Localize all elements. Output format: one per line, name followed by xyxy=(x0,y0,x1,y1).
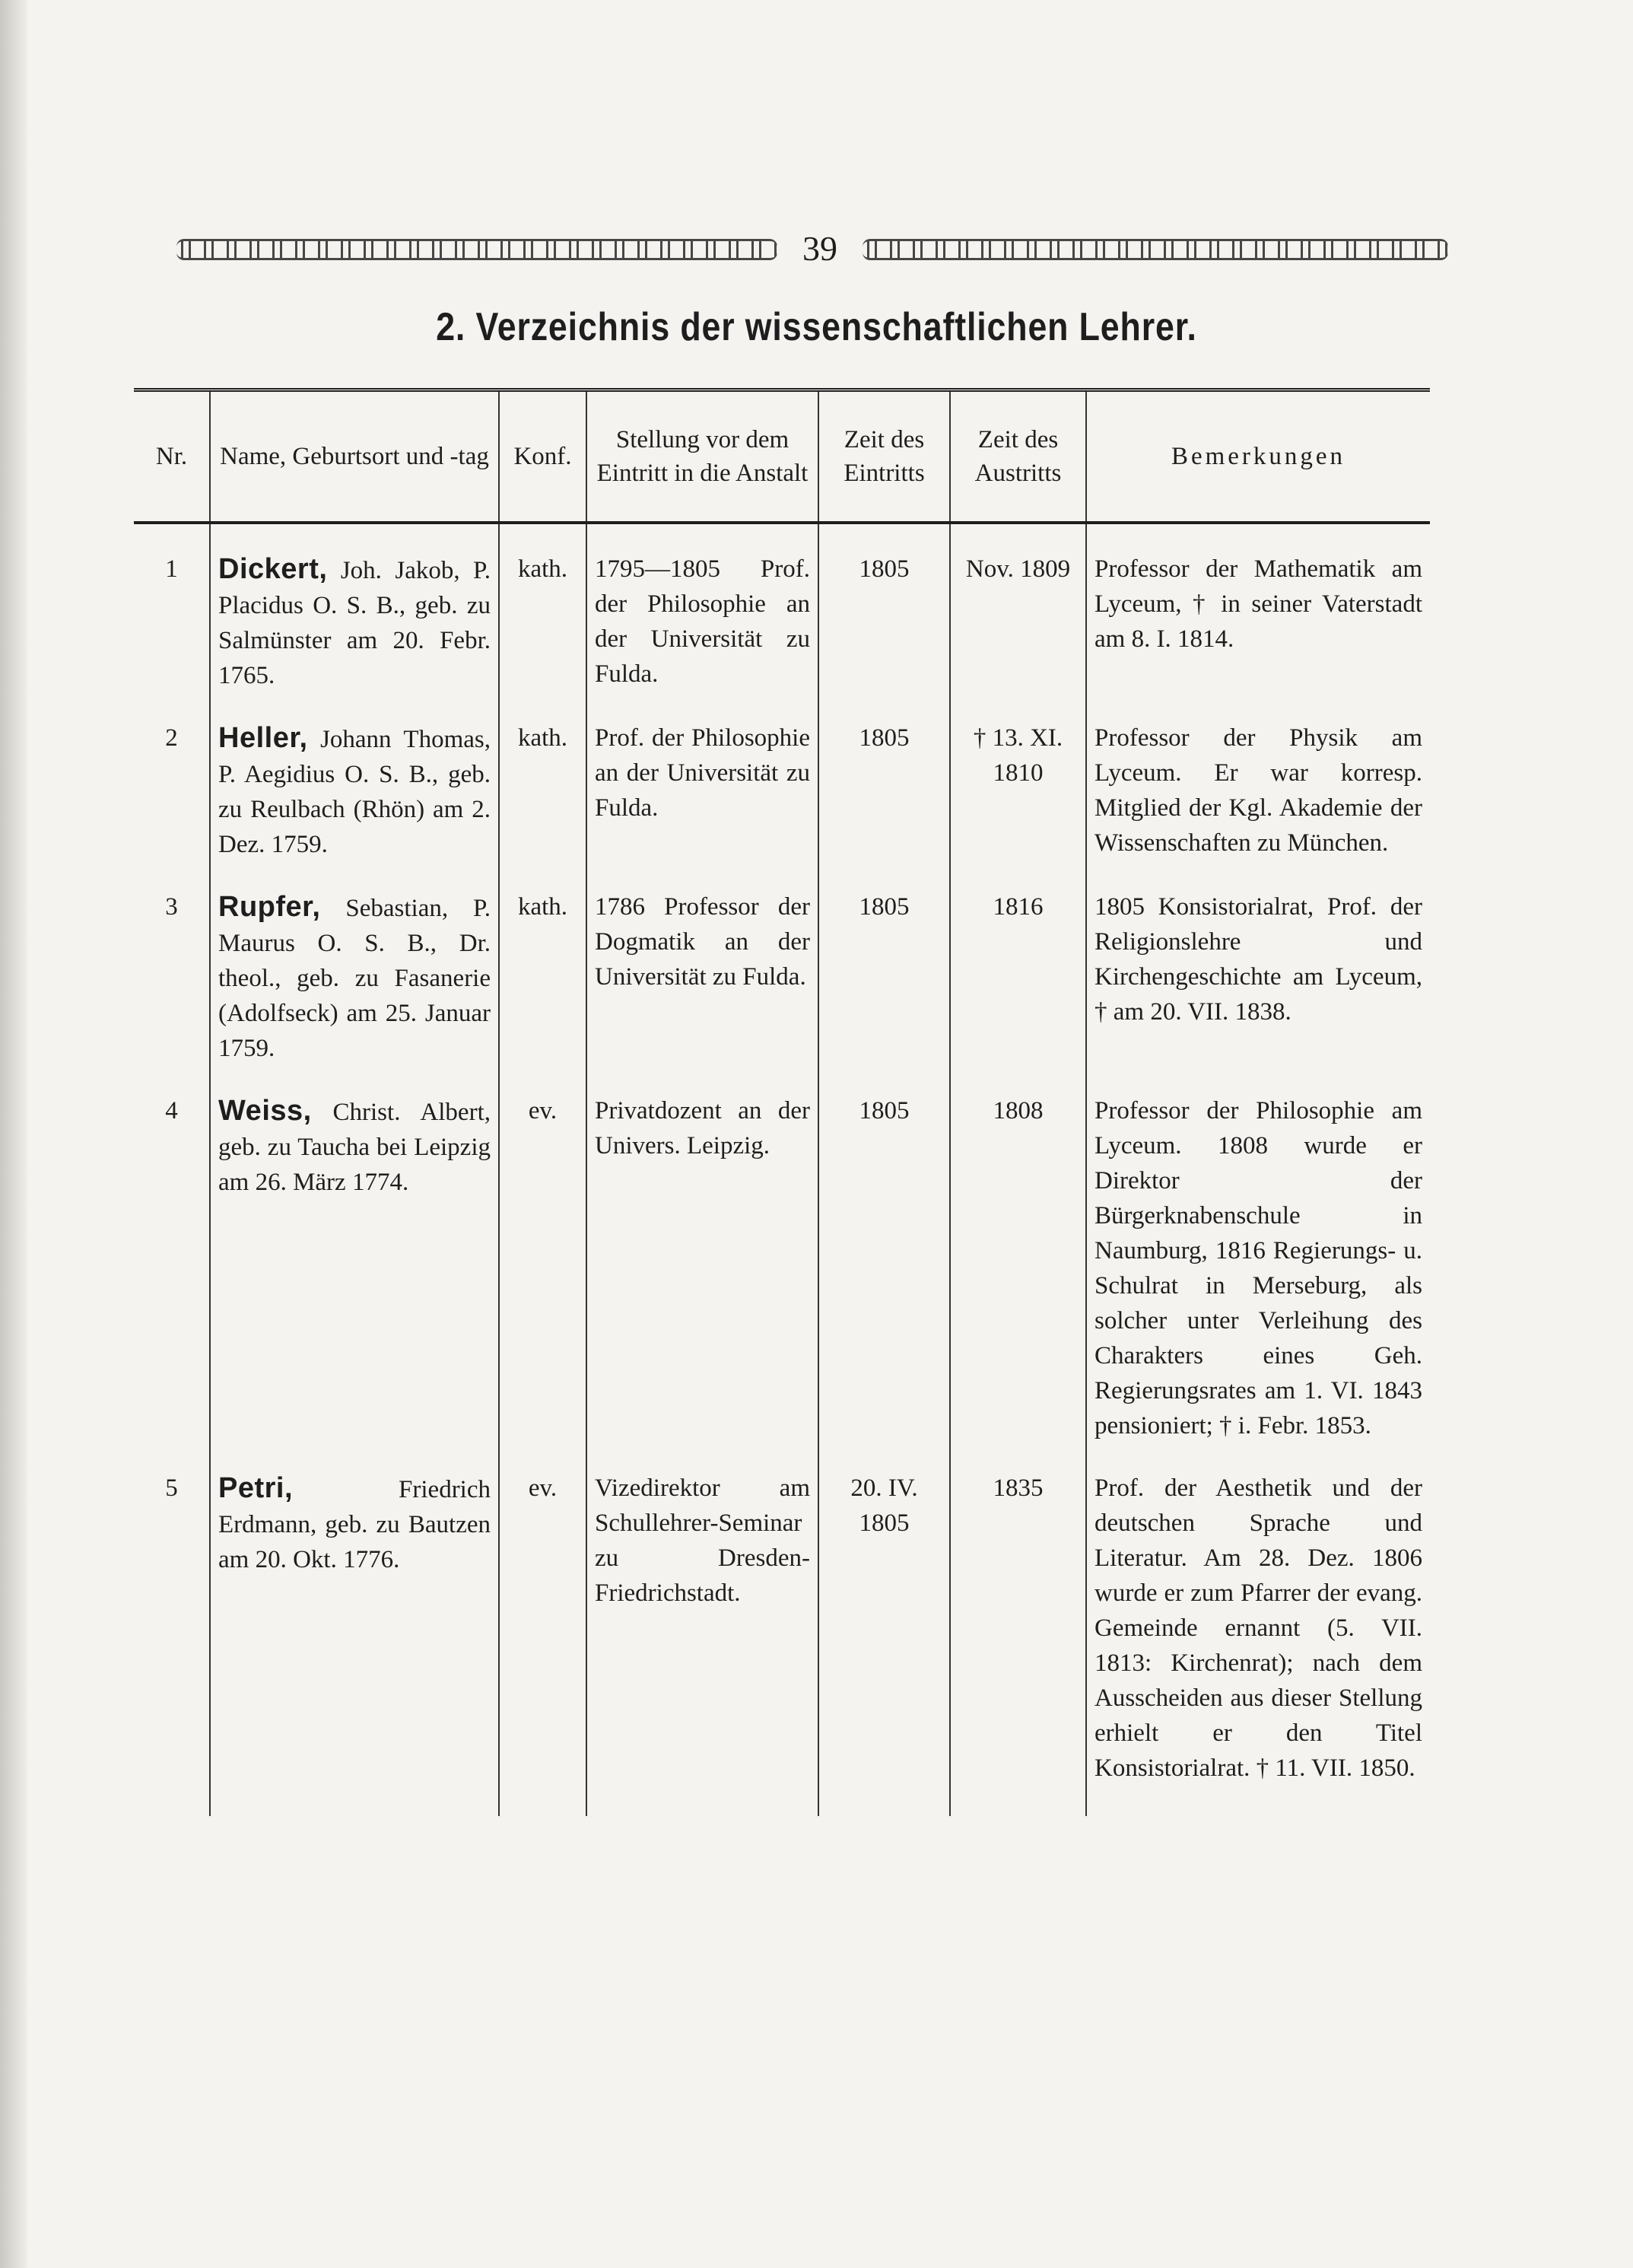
cell-name xyxy=(210,862,499,1066)
page-title: 2. Verzeichnis der wissenschaftlichen Lehrer. xyxy=(436,305,1197,349)
cell-eintritt: 1805 xyxy=(818,1066,950,1443)
cell-austritt: 1816 xyxy=(950,862,1086,1066)
page-edge-shadow xyxy=(0,0,27,2268)
cell-bemerkungen: Prof. der Aesthetik und der deutschen Sprache und Literatur. Am 28. Dez. 1806 wurde er zum Pfarrer der evang. Gemeinde ernannt (5. VII. 1813: Kirchenrat); nach dem Ausscheiden aus dieser Stellung erhielt er den Titel Konsistorialrat. † 11. VII. 1850. xyxy=(1086,1443,1430,1816)
cell-stellung: Prof. der Philosophie an der Universität zu Fulda. xyxy=(586,693,818,862)
table-row xyxy=(134,1066,1430,1443)
cell-bemerkungen: Professor der Mathematik am Lyceum, † in seiner Vaterstadt am 8. I. 1814. xyxy=(1086,523,1430,693)
cell-bemerkungen: Professor der Philosophie am Lyceum. 1808 wurde er Direktor der Bürgerknabenschule in Naumburg, 1816 Regierungs- u. Schulrat in Merseburg, als solcher unter Verleihung des Charakters eines Geh. Regierungsrates am 1. VI. 1843 pensioniert; † i. Febr. 1853. xyxy=(1086,1066,1430,1443)
cell-nr: 3 xyxy=(165,893,178,921)
column-header-stellung: Stellung vor dem Eintritt in die Anstalt xyxy=(586,390,818,523)
cell-stellung: Vizedirektor am Schullehrer-Seminar zu Dresden-Friedrichstadt. xyxy=(586,1443,818,1816)
cell-nr: 4 xyxy=(165,1097,178,1124)
cell-konf: kath. xyxy=(499,693,586,862)
teacher-register-table xyxy=(134,388,1430,1816)
cell-austritt: 1808 xyxy=(950,1066,1086,1443)
cell-nr: 5 xyxy=(165,1474,178,1502)
column-header-konf: Konf. xyxy=(499,390,586,523)
cell-konf: kath. xyxy=(499,862,586,1066)
cell-eintritt: 20. IV. 1805 xyxy=(818,1443,950,1816)
teacher-surname: Weiss, xyxy=(218,1095,312,1127)
teacher-surname: Petri, xyxy=(218,1472,294,1504)
teacher-details: Friedrich Erdmann, geb. zu Bautzen am 20. Okt. 1776. xyxy=(218,1476,491,1573)
cell-nr: 1 xyxy=(165,555,178,583)
page-number: 39 xyxy=(802,229,837,268)
cell-nr: 2 xyxy=(165,724,178,752)
cell-eintritt: 1805 xyxy=(818,523,950,693)
teacher-details: Sebastian, P. Maurus O. S. B., Dr. theol., geb. zu Fasanerie (Adolfseck) am 25. Januar 1759. xyxy=(218,895,491,1062)
cell-konf: ev. xyxy=(499,1443,586,1816)
cell-austritt: 1835 xyxy=(950,1443,1086,1816)
cell-bemerkungen: Professor der Physik am Lyceum. Er war korresp. Mitglied der Kgl. Akademie der Wissenschaften zu München. xyxy=(1086,693,1430,862)
table-header-row xyxy=(134,390,1430,523)
cell-austritt: † 13. XI. 1810 xyxy=(950,693,1086,862)
teacher-details: Christ. Albert, geb. zu Taucha bei Leipzig am 26. März 1774. xyxy=(218,1099,491,1196)
table-row xyxy=(134,862,1430,1066)
cell-name xyxy=(210,693,499,862)
cell-konf: ev. xyxy=(499,1066,586,1443)
cell-stellung: 1795—1805 Prof. der Philosophie an der Universität zu Fulda. xyxy=(586,523,818,693)
cell-eintritt: 1805 xyxy=(818,693,950,862)
teacher-surname: Dickert, xyxy=(218,553,328,585)
cell-name xyxy=(210,1443,499,1816)
column-header-austritt: Zeit des Austritts xyxy=(950,390,1086,523)
table-row xyxy=(134,693,1430,862)
cell-name xyxy=(210,523,499,693)
cell-austritt: Nov. 1809 xyxy=(950,523,1086,693)
teacher-details: Joh. Jakob, P. Placidus O. S. B., geb. zu Salmünster am 20. Febr. 1765. xyxy=(218,557,491,689)
ornament-border-right xyxy=(863,239,1448,260)
ornament-border-left xyxy=(176,239,777,260)
table-row xyxy=(134,1443,1430,1816)
column-header-bemerkungen: Bemerkungen xyxy=(1086,390,1430,523)
cell-eintritt: 1805 xyxy=(818,862,950,1066)
cell-bemerkungen: 1805 Konsistorialrat, Prof. der Religionslehre und Kirchengeschichte am Lyceum, † am 20. VII. 1838. xyxy=(1086,862,1430,1066)
cell-name xyxy=(210,1066,499,1443)
cell-stellung: 1786 Professor der Dogmatik an der Universität zu Fulda. xyxy=(586,862,818,1066)
cell-konf: kath. xyxy=(499,523,586,693)
column-header-nr: Nr. xyxy=(155,443,188,470)
cell-stellung: Privatdozent an der Univers. Leipzig. xyxy=(586,1066,818,1443)
table-row xyxy=(134,523,1430,693)
column-header-name: Name, Geburtsort und -tag xyxy=(210,390,499,523)
column-header-eintritt: Zeit des Eintritts xyxy=(818,390,950,523)
running-head xyxy=(176,222,1448,275)
teacher-details: Johann Thomas, P. Aegidius O. S. B., geb. zu Reulbach (Rhön) am 2. Dez. 1759. xyxy=(218,726,491,858)
teacher-surname: Rupfer, xyxy=(218,891,321,923)
teacher-surname: Heller, xyxy=(218,722,308,754)
